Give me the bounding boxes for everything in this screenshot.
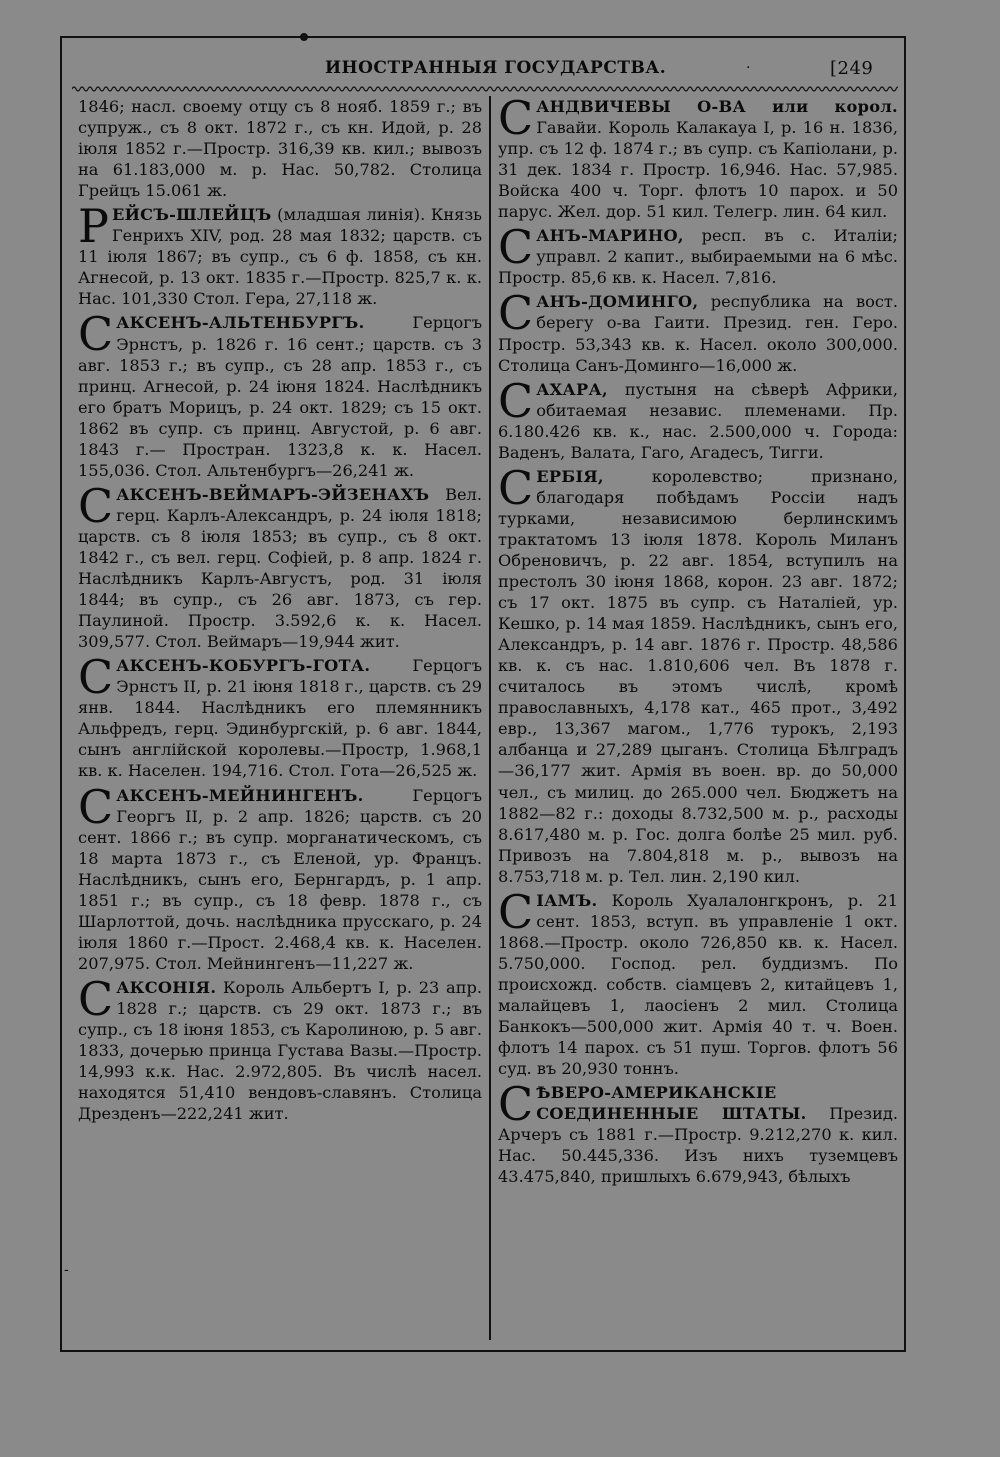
right-column bbox=[498, 91, 898, 1190]
entry-text: Король Альбертъ I, р. 23 апр. 1828 г.; царств. съ 29 окт. 1873 г.; въ супр., съ 18 іюня 1853, съ Каролиною, р. 5 авг. 1833, дочерью принца Густава Вазы.—Простр. 14,993 к.к. Нас. 2.972,805. Въ числѣ насел. находятся 51,410 вендовъ-славянъ. Столица Дрезденъ—222,241 жит. bbox=[78, 977, 482, 1124]
entry-heading: ІАМЪ. bbox=[536, 890, 598, 910]
entry bbox=[498, 373, 898, 463]
entry bbox=[78, 650, 482, 781]
entry-heading: АКСОНІЯ. bbox=[116, 977, 217, 997]
entry-heading: АКСЕНЪ-МЕЙНИНГЕНЪ. bbox=[116, 785, 364, 805]
entry bbox=[78, 307, 482, 480]
drop-initial: С bbox=[78, 307, 114, 362]
drop-initial: С bbox=[78, 971, 114, 1026]
drop-initial: С bbox=[498, 884, 534, 939]
entry bbox=[498, 884, 898, 1079]
drop-initial: С bbox=[78, 779, 114, 834]
entry-text: Король Хуалалонгкронъ, р. 21 сент. 1853, вступ. въ управленіе 1 окт. 1868.—Простр. около 726,850 кв. к. Насел. 5.750,000. Господ. рел. буддизмъ. По происхожд. собств. сіамцевъ 2, китайцевъ 1, малайцевъ 1, лаосіенъ 2 мил. Столица Банкокъ—500,000 жит. Армія 40 т. ч. Воен. флотъ 14 парох. съ 51 пуш. Торгов. флотъ 56 суд. въ 20,930 тоннъ. bbox=[498, 890, 898, 1079]
entry bbox=[498, 286, 898, 375]
drop-initial: С bbox=[498, 373, 534, 428]
page-number: [249 bbox=[830, 58, 874, 79]
entry bbox=[498, 1077, 898, 1187]
entry-text: Герцогъ Эрнстъ, р. 1826 г. 16 сент.; царств. съ 3 авг. 1853 г.; въ супр., съ 28 апр. 1853 г., съ принц. Агнесой, р. 24 іюня 1824. Наслѣдникъ его братъ Морицъ, р. 24 окт. 1829; съ 15 окт. 1862 въ супр. съ принц. Августой, р. 6 авг. 1843 г.— Простран. 1323,8 к. к. Насел. 155,036. Стол. Альтенбургъ—26,241 ж. bbox=[78, 313, 482, 480]
drop-initial: С bbox=[498, 220, 534, 275]
entry bbox=[78, 199, 482, 309]
entry-text: (младшая линія). Князь Генрихъ XIV, род. 28 мая 1832; царств. съ 11 іюля 1867; въ супр., съ 6 ф. 1858, съ кн. Агнесой, р. 13 окт. 1835 г.—Простр. 825,7 к. к. Нас. 101,330 Стол. Гера, 27,118 ж. bbox=[78, 205, 482, 309]
entry-text: Вел. герц. Карлъ-Александръ, р. 24 іюля 1818; царств. съ 8 іюля 1853; въ супр., съ 8 окт. 1842 г., съ вел. герц. Софіей, р. 8 апр. 1824 г. Наслѣдникъ Карлъ-Августъ, род. 31 іюля 1844; въ супр., съ 26 авг. 1873, съ гер. Паулиной. Простр. 3.592,6 к. к. Насел. 309,577. Стол. Веймаръ—19,944 жит. bbox=[78, 484, 482, 652]
top-mark bbox=[300, 33, 308, 41]
entry-heading: ЕРБІЯ, bbox=[536, 466, 604, 486]
entry-text: Герцогъ Эрнстъ II, р. 21 іюня 1818 г., царств. съ 29 янв. 1844. Наслѣдникъ его племянникъ Альфредъ, герц. Эдинбургскій, р. 6 авг. 1844, сынъ англійской королевы.—Простр, 1.968,1 кв. к. Населен. 194,716. Стол. Гота—26,525 ж. bbox=[78, 656, 482, 781]
entry-text: республика на вост. берегу о-ва Гаити. Презид. ген. Геро. Простр. 53,343 кв. к. Насел. около 300,000. Столица Санъ-Доминго—16,000 ж. bbox=[498, 292, 898, 375]
margin-mark: - bbox=[64, 1262, 69, 1278]
entry-heading: ѢВЕРО-АМЕРИКАНСКІЕ СОЕДИНЕННЫЕ ШТАТЫ. bbox=[536, 1083, 807, 1124]
entry-heading: АХАРА, bbox=[536, 379, 608, 399]
drop-initial: С bbox=[498, 286, 534, 341]
entry-heading: АНЪ-МАРИНО, bbox=[536, 226, 684, 246]
continuation-text: 1846; насл. своему отцу съ 8 нояб. 1859 г.; въ супруж., съ 8 окт. 1872 г., съ кн. Идой, р. 28 іюля 1852 г.—Простр. 316,39 кв. кил.; вывозъ на 61.183,000 м. р. Нас. 50,782. Столица Грейцъ 15.061 ж. bbox=[78, 97, 482, 201]
entry bbox=[498, 220, 898, 288]
entry-text: Презид. Арчеръ съ 1881 г.—Простр. 9.212,270 к. кил. Нас. 50.445,336. Изъ нихъ туземцевъ 43.475,840, пришлыхъ 6.679,943, бѣлыхъ bbox=[498, 1104, 898, 1187]
entry-text: Гавайи. Король Калакауа I, р. 16 н. 1836, упр. съ 12 ф. 1874 г.; въ супр. съ Капіолани, р. 31 дек. 1834 г. Простр. 16,946. Нас. 57,985. Войска 400 ч. Торг. флотъ 10 парох. и 50 парус. Жел. дор. 51 кил. Телегр. лин. 64 кил. bbox=[498, 118, 898, 222]
column-divider bbox=[489, 96, 491, 1340]
entry bbox=[498, 460, 898, 887]
entry-text: королевство; признано, благодаря побѣдамъ Россіи надъ турками, независимою берлинскимъ трактатомъ 13 іюля 1878. Король Миланъ Обреновичъ, р. 22 авг. 1854, вступилъ на престолъ 30 іюня 1868, корон. 23 авг. 1872; съ 17 окт. 1875 въ супр. съ Наталіей, ур. Кешко, р. 14 мая 1859. Наслѣдникъ, сынъ его, Александръ, р. 14 авг. 1876 г. Простр. 48,586 кв. к. съ нас. 1.810,606 чел. Въ 1878 г. считалось въ этомъ числѣ, кромѣ православныхъ, 4,178 кат., 465 прот., 3,492 евр., 13,367 магом., 1,776 турокъ, 2,193 албанца и 27,289 цыганъ. Столица Бѣлградъ—36,177 жит. Армія въ воен. вр. до 50,000 чел., съ милиц. до 265.000 чел. Бюджетъ на 1882—82 г.: доходы 8.732,500 м. р., расходы 8.617,480 м. р. Гос. долга болѣе 25 мил. руб. Привозъ на 7.804,818 м. р., вывозъ на 8.753,718 м. р. Тел. лин. 2,190 кил. bbox=[498, 466, 898, 886]
entry-heading: АКСЕНЪ-КОБУРГЪ-ГОТА. bbox=[116, 656, 371, 676]
entry-text: респ. въ с. Италіи; управл. 2 капит., выбираемыми на 6 мѣс. Простр. 85,6 кв. к. Насел. 7,816. bbox=[498, 226, 898, 288]
entry-text: пустыня на сѣверѣ Африки, обитаемая независ. племенами. Пр. 6.180.426 кв. к., нас. 2.500,000 ч. Города: Ваденъ, Валата, Гаго, Агадесъ, Тигги. bbox=[498, 379, 898, 462]
entry-heading: АКСЕНЪ-ВЕЙМАРЪ-ЭЙЗЕНАХЪ bbox=[116, 484, 430, 504]
drop-initial: С bbox=[78, 478, 114, 533]
entry bbox=[498, 91, 898, 222]
entry bbox=[78, 478, 482, 652]
entry bbox=[78, 779, 482, 974]
header-dot: . bbox=[746, 56, 751, 72]
entry-heading: ЕЙСЪ-ШЛЕЙЦЪ bbox=[111, 205, 272, 225]
drop-initial: С bbox=[498, 1077, 534, 1132]
entry-heading: АНДВИЧЕВЫ О-ВА или корол. bbox=[536, 97, 898, 116]
entry-heading: АКСЕНЪ-АЛЬТЕНБУРГЪ. bbox=[116, 313, 365, 333]
drop-initial: С bbox=[498, 460, 534, 515]
header-wavy-rule bbox=[72, 84, 898, 94]
entry bbox=[78, 971, 482, 1124]
left-column bbox=[78, 96, 482, 1127]
drop-initial: С bbox=[78, 650, 114, 705]
page-title: ИНОСТРАННЫЯ ГОСУДАРСТВА. bbox=[325, 58, 667, 78]
entry-heading: АНЪ-ДОМИНГО, bbox=[536, 292, 699, 312]
entry-text: Герцогъ Георгъ II, р. 2 апр. 1826; царств. съ 20 сент. 1866 г.; въ супр. морганатическомъ, съ 18 марта 1873 г., съ Еленой, ур. Францъ. Наслѣдникъ, сынъ его, Бернгардъ, р. 1 апр. 1851 г.; въ супр., съ 18 февр. 1878 г., съ Шарлоттой, дочь. наслѣдника прусскаго, р. 24 іюля 1860 г.—Прост. 2.468,4 кв. к. Населен. 207,975. Стол. Мейнингенъ—11,227 ж. bbox=[78, 785, 482, 973]
drop-initial: С bbox=[498, 91, 534, 145]
drop-initial: Р bbox=[78, 199, 109, 254]
